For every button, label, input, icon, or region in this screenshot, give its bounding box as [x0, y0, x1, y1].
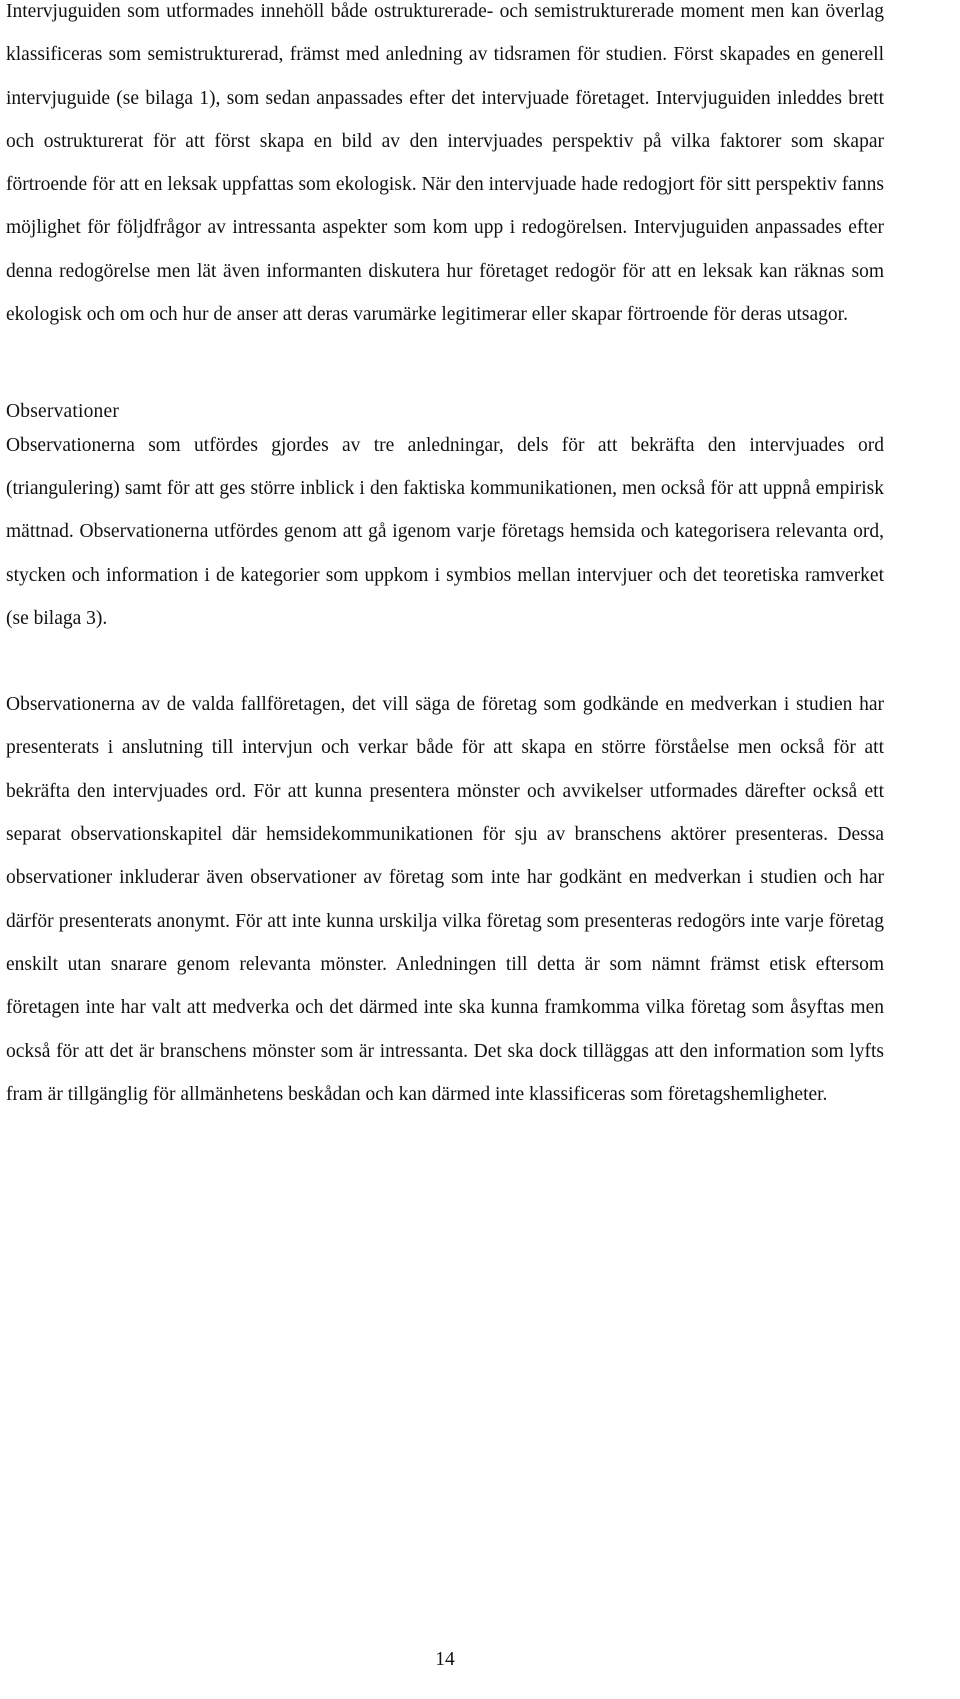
section-heading-observationer: Observationer: [6, 401, 120, 423]
paragraph-interview-guide: Intervjuguiden som utformades innehöll både ostrukturerade- och semistrukturerade moment men kan överlag klassificeras som semistrukturerad, främst med anledning av tidsramen för studien. Först skapades en generell intervjuguide (se bilaga 1), som sedan anpassades efter det intervjuade företaget. Intervjuguiden inleddes brett och ostrukturerat för att först skapa en bild av den intervjuades perspektiv på vilka faktorer som skapar förtroende för att en leksak uppfattas som ekologisk. När den intervjuade hade redogjort för sitt perspektiv fanns möjlighet för följdfrågor av intressanta aspekter som kom upp i redogörelsen. Intervjuguiden anpassades efter denna redogörelse men lät även informanten diskutera hur företaget redogör för att en leksak kan räknas som ekologisk och om och hur de anser att deras varumärke legitimerar eller skapar förtroende för deras utsagor.: [6, 1, 884, 326]
paragraph-observations-method: Observationerna som utfördes gjordes av tre anledningar, dels för att bekräfta den intervjuades ord (triangulering) samt för att ges större inblick i den faktiska kommunikationen, men också för att uppnå empirisk mättnad. Observationerna utfördes genom att gå igenom varje företags hemsida och kategorisera relevanta ord, stycken och information i de kategorier som uppkom i symbios mellan intervjuer och det teoretiska ramverket (se bilaga 3).: [6, 434, 884, 629]
document-body: [6, 0, 884, 1116]
paragraph-observations-presentation: Observationerna av de valda fallföretagen, det vill säga de företag som godkände en medverkan i studien har presenterats i anslutning till intervjun och verkar både för att skapa en större förståelse men också för att bekräfta den intervjuades ord. För att kunna presentera mönster och avvikelser utformades därefter också ett separat observationskapitel där hemsidekommunikationen för sju av branschens aktörer presenteras. Dessa observationer inkluderar även observationer av företag som inte har godkänt en medverkan i studien och har därför presenterats anonymt. För att inte kunna urskilja vilka företag som presenteras redogörs inte varje företag enskilt utan snarare genom relevanta mönster. Anledningen till detta är som nämnt främst etisk eftersom företagen inte har valt att medverka och det därmed inte ska kunna framkomma vilka företag som åsyftas men också för att det är branschens mönster som är intressanta. Det ska dock tilläggas att den information som lyfts fram är tillgänglig för allmänhetens beskådan och kan därmed inte klassificeras som företagshemligheter.: [6, 694, 884, 1105]
page-number: 14: [435, 1649, 455, 1670]
